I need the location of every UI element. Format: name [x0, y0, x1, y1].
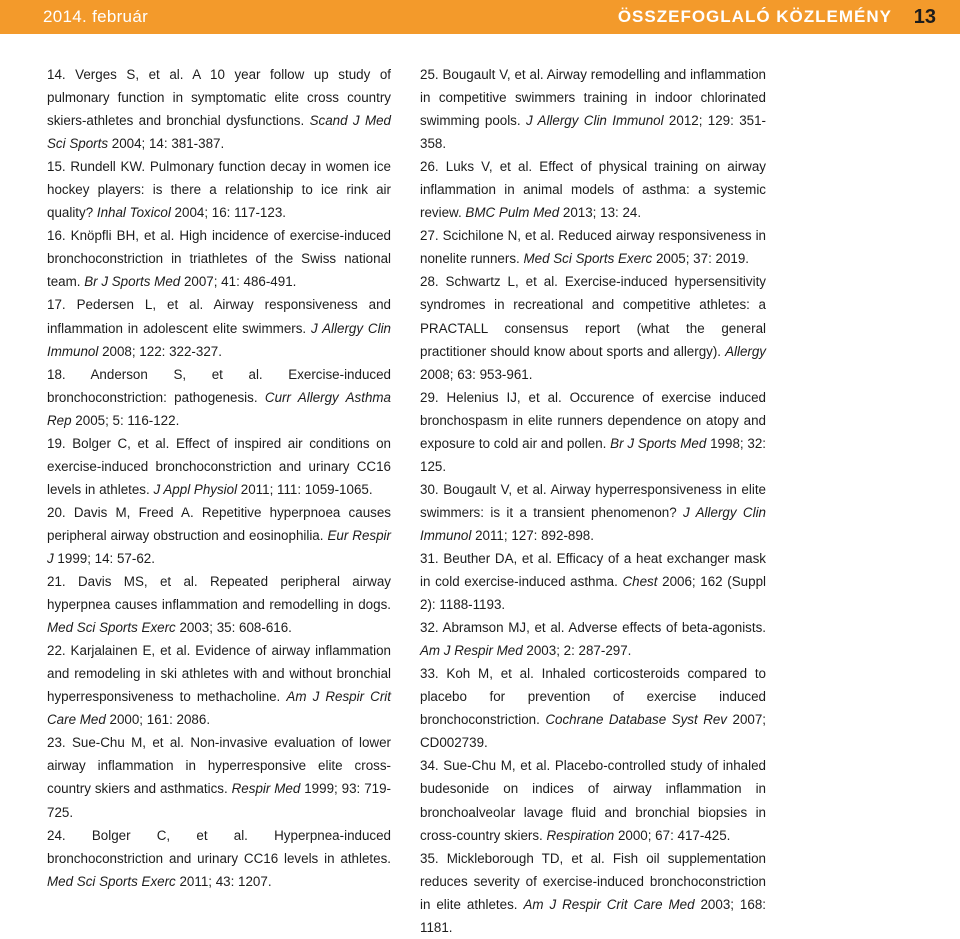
- reference-citation: 2011; 43: 1207.: [175, 873, 272, 889]
- journal-name: Med Sci Sports Exerc: [523, 251, 653, 267]
- reference-item: [47, 63, 391, 155]
- reference-citation: 2000; 161: 2086.: [105, 712, 211, 728]
- journal-name: J Allergy Clin Immunol: [525, 113, 664, 129]
- reference-text: 32. Abramson MJ, et al. Adverse effects of beta-agonists.: [420, 620, 766, 636]
- journal-name: Am J Respir Crit Care Med: [47, 689, 391, 728]
- reference-item: [47, 570, 391, 639]
- reference-citation: 1998; 32: 125.: [420, 435, 767, 474]
- reference-citation: 2008; 63: 953-961.: [420, 366, 533, 382]
- reference-item: [420, 224, 766, 270]
- reference-text: 35. Mickleborough TD, et al. Fish oil supplementation reduces severity of exercise-induced bronchoconstriction in elite athletes.: [420, 850, 766, 912]
- reference-citation: 2003; 35: 608-616.: [175, 620, 292, 636]
- reference-text: 24. Bolger C, et al. Hyperpnea-induced bronchoconstriction and urinary CC16 levels in athletes.: [47, 827, 391, 866]
- reference-item: [47, 224, 391, 293]
- reference-citation: 2011; 111: 1059-1065.: [237, 481, 373, 497]
- reference-citation: 2005; 37: 2019.: [652, 251, 750, 267]
- reference-text: 15. Rundell KW. Pulmonary function decay in women ice hockey players: is there a relationship to ice rink air quality?: [47, 159, 391, 221]
- journal-name: Curr Allergy Asthma Rep: [47, 389, 391, 428]
- reference-item: [47, 293, 391, 362]
- journal-name: Inhal Toxicol: [96, 205, 171, 221]
- reference-text: 34. Sue-Chu M, et al. Placebo-controlled study of inhaled budesonide on indices of airway inflammation in bronchoalveolar lavage fluid and bronchial biopsies in cross-country skiers.: [420, 758, 766, 843]
- reference-item: [47, 639, 391, 731]
- reference-text: 19. Bolger C, et al. Effect of inspired air conditions on exercise-induced bronchoconstriction and urinary CC16 levels in athletes.: [47, 435, 391, 497]
- reference-text: 16. Knöpfli BH, et al. High incidence of exercise-induced bronchoconstriction in triathletes of the Swiss national team.: [47, 228, 391, 290]
- reference-item: [420, 616, 766, 662]
- reference-citation: 2000; 67: 417-425.: [614, 827, 731, 843]
- reference-citation: 2003; 2: 287-297.: [522, 643, 632, 659]
- journal-name: Am J Respir Med: [420, 643, 523, 659]
- journal-name: BMC Pulm Med: [465, 205, 560, 221]
- references-left-column: [47, 63, 391, 893]
- reference-text: 21. Davis MS, et al. Repeated peripheral airway hyperpnea causes inflammation and remodelling in dogs.: [47, 574, 391, 613]
- reference-text: 18. Anderson S, et al. Exercise-induced bronchoconstriction: pathogenesis.: [47, 366, 391, 405]
- reference-citation: 2008; 122: 322-327.: [98, 343, 222, 359]
- reference-item: [47, 824, 391, 893]
- reference-item: [420, 155, 766, 224]
- reference-item: [47, 363, 391, 432]
- reference-text: 27. Scichilone N, et al. Reduced airway responsiveness in nonelite runners.: [420, 228, 766, 267]
- reference-citation: 2005; 5: 116-122.: [71, 412, 180, 428]
- reference-text: 28. Schwartz L, et al. Exercise-induced hypersensitivity syndromes in recreational and competitive athletes: a PRACTALL consensus report (what the general practitioner should know about sports and allergy).: [420, 274, 766, 359]
- journal-name: J Allergy Clin Immunol: [420, 504, 766, 543]
- page-header: [0, 0, 960, 34]
- reference-text: 25. Bougault V, et al. Airway remodelling and inflammation in competitive swimmers training in indoor chlorinated swimming pools.: [420, 67, 766, 129]
- reference-item: [420, 478, 766, 547]
- reference-item: [420, 270, 766, 385]
- journal-name: Scand J Med Sci Sports: [47, 113, 391, 152]
- reference-item: [420, 63, 766, 155]
- journal-name: Respir Med: [231, 781, 301, 797]
- reference-item: [47, 501, 391, 570]
- reference-text: 29. Helenius IJ, et al. Occurence of exercise induced bronchospasm in elite runners dependence on atopy and exposure to cold air and pollen.: [420, 389, 766, 451]
- journal-name: Med Sci Sports Exerc: [47, 873, 176, 889]
- reference-citation: 2004; 16: 117-123.: [170, 205, 286, 221]
- reference-text: 31. Beuther DA, et al. Efficacy of a heat exchanger mask in cold exercise-induced asthma.: [420, 550, 766, 590]
- journal-name: Eur Respir J: [47, 527, 391, 566]
- journal-name: Chest: [622, 574, 658, 590]
- journal-name: Allergy: [725, 343, 766, 359]
- reference-citation: 2007; 41: 486-491.: [180, 274, 297, 290]
- reference-citation: 2012; 129: 351-358.: [420, 113, 767, 152]
- journal-name: Med Sci Sports Exerc: [47, 620, 176, 636]
- reference-text: 22. Karjalainen E, et al. Evidence of airway inflammation and remodeling in ski athletes with and without bronchial hyperresponsiveness to methacholine.: [47, 643, 391, 705]
- reference-text: 30. Bougault V, et al. Airway hyperresponsiveness in elite swimmers: is it a transient phenomenon?: [420, 481, 766, 520]
- references-right-column: [420, 63, 766, 939]
- reference-citation: 2004; 14: 381-387.: [108, 136, 225, 152]
- reference-citation: 2006; 162 (Suppl 2): 1188-1193.: [420, 574, 766, 613]
- section-title: ÖSSZEFOGLALÓ KÖZLEMÉNY: [617, 7, 892, 26]
- reference-citation: 2003; 168: 1181.: [420, 896, 766, 935]
- journal-name: Br J Sports Med: [610, 435, 707, 451]
- journal-name: J Appl Physiol: [153, 481, 238, 497]
- journal-name: Br J Sports Med: [84, 274, 181, 290]
- reference-item: [47, 155, 391, 224]
- reference-text: 20. Davis M, Freed A. Repetitive hyperpnoea causes peripheral airway obstruction and eosinophilia.: [47, 504, 391, 543]
- reference-item: [47, 731, 391, 823]
- reference-citation: 2007; CD002739.: [420, 712, 767, 751]
- journal-name: Cochrane Database Syst Rev: [545, 712, 728, 728]
- reference-text: 23. Sue-Chu M, et al. Non-invasive evaluation of lower airway inflammation in hyperresponsive elite cross-country skiers and asthmatics.: [47, 735, 391, 797]
- reference-citation: 1999; 14: 57-62.: [53, 550, 155, 566]
- journal-name: Respiration: [546, 827, 615, 843]
- reference-item: [420, 754, 766, 846]
- reference-item: [47, 432, 391, 501]
- page-number: 13: [913, 6, 936, 28]
- journal-name: Am J Respir Crit Care Med: [523, 896, 695, 912]
- reference-citation: 1999; 93: 719-725.: [47, 781, 392, 820]
- reference-item: [420, 847, 766, 939]
- reference-text: 17. Pedersen L, et al. Airway responsiveness and inflammation in adolescent elite swimmers.: [47, 297, 391, 336]
- issue-date: 2014. február: [43, 7, 149, 26]
- reference-item: [420, 386, 766, 478]
- journal-name: J Allergy Clin Immunol: [47, 320, 392, 359]
- reference-citation: 2013; 13: 24.: [559, 205, 642, 221]
- reference-text: 14. Verges S, et al. A 10 year follow up study of pulmonary function in symptomatic elite cross country skiers-athletes and bronchial dysfunctions.: [47, 67, 391, 129]
- reference-text: 33. Koh M, et al. Inhaled corticosteroids compared to placebo for prevention of exercise induced bronchoconstriction.: [420, 666, 766, 728]
- reference-item: [420, 547, 766, 616]
- reference-citation: 2011; 127: 892-898.: [471, 527, 594, 543]
- reference-item: [420, 662, 766, 754]
- reference-text: 26. Luks V, et al. Effect of physical training on airway inflammation in animal models of asthma: a systemic review.: [420, 159, 766, 221]
